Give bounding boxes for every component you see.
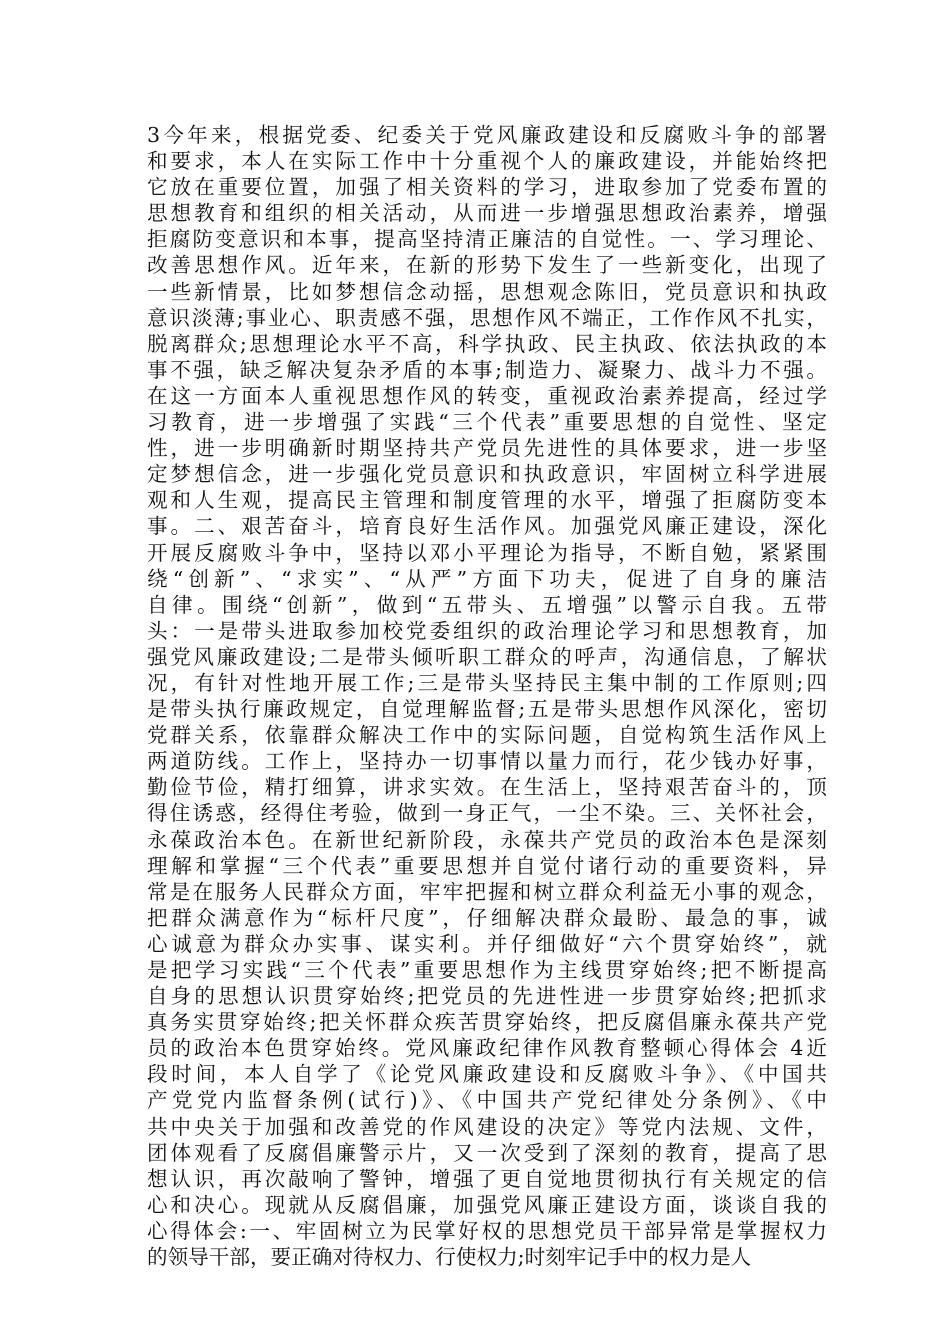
text-line: 员的政治本色贯穿始终。党风廉政纪律作风教育整顿心得体会 4近: [147, 1036, 827, 1061]
text-line: 观和人生观，提高民主管理和制度管理的水平，增强了拒腐防变本: [147, 488, 827, 513]
text-line: 头：一是带头进取参加校党委组织的政治理论学习和思想教育，加: [147, 618, 827, 643]
text-line: 强党风廉政建设;二是带头倾听职工群众的呼声，沟通信息，了解状: [147, 644, 827, 669]
text-line: 是把学习实践“三个代表”重要思想作为主线贯穿始终;把不断提高: [147, 958, 827, 982]
body-text: [147, 122, 827, 1270]
text-line: 心得体会:一、牢固树立为民掌好权的思想党员干部异常是掌握权力: [147, 1218, 827, 1243]
text-line: 心和决心。现就从反腐倡廉，加强党风廉正建设方面，谈谈自我的: [147, 1192, 827, 1217]
text-line: 得住诱惑，经得住考验，做到一身正气，一尘不染。三、关怀社会，: [147, 801, 827, 826]
text-line: 性，进一步明确新时期坚持共产党员先进性的具体要求，进一步坚: [147, 436, 827, 461]
text-line: 3今年来，根据党委、纪委关于党风廉政建设和反腐败斗争的部署: [147, 123, 827, 147]
text-line: 自身的思想认识贯穿始终;把党员的先进性进一步贯穿始终;把抓求: [147, 984, 827, 1009]
text-line: 常是在服务人民群众方面，牢牢把握和树立群众利益无小事的观念，: [147, 879, 827, 904]
text-line: 团体观看了反腐倡廉警示片，又一次受到了深刻的教育，提高了思: [147, 1140, 827, 1165]
text-line: 党群关系，依靠群众解决工作中的实际问题，自觉构筑生活作风上: [147, 723, 827, 748]
text-line: 产党党内监督条例(试行)》、《中国共产党纪律处分条例》、《中: [147, 1088, 827, 1113]
text-line: 是带头执行廉政规定，自觉理解监督;五是带头思想作风深化，密切: [147, 697, 827, 722]
text-line: 它放在重要位置，加强了相关资料的学习，进取参加了党委布置的: [147, 175, 827, 200]
text-line: 意识淡薄;事业心、职责感不强，思想作风不端正，工作作风不扎实，: [147, 305, 827, 330]
text-line: 想认识，再次敲响了警钟，增强了更自觉地贯彻执行有关规定的信: [147, 1166, 827, 1191]
text-line: 习教育，进一步增强了实践“三个代表”重要思想的自觉性、坚定: [147, 410, 827, 435]
text-line: 况，有针对性地开展工作;三是带头坚持民主集中制的工作原则;四: [147, 670, 827, 695]
text-line: 脱离群众;思想理论水平不高，科学执政、民主执政、依法执政的本: [147, 331, 827, 356]
text-line: 思想教育和组织的相关活动，从而进一步增强思想政治素养，增强: [147, 201, 827, 226]
text-line: 心诚意为群众办实事、谋实利。并仔细做好“六个贯穿始终”，就: [147, 931, 827, 956]
text-line: 勤俭节俭，精打细算，讲求实效。在生活上，坚持艰苦奋斗的，顶: [147, 775, 827, 800]
text-line: 拒腐防变意识和本事，提高坚持清正廉洁的自觉性。一、学习理论、: [147, 227, 827, 252]
text-line: 把群众满意作为“标杆尺度”，仔细解决群众最盼、最急的事，诚: [147, 905, 827, 930]
text-line: 绕“创新”、“求实”、“从严”方面下功夫，促进了自身的廉洁: [147, 566, 827, 591]
text-line: 永葆政治本色。在新世纪新阶段，永葆共产党员的政治本色是深刻: [147, 827, 827, 852]
text-line: 在这一方面本人重视思想作风的转变，重视政治素养提高，经过学: [147, 383, 827, 408]
text-line: 的领导干部，要正确对待权力、行使权力;时刻牢记手中的权力是人: [147, 1245, 752, 1270]
text-line: 事不强，缺乏解决复杂矛盾的本事;制造力、凝聚力、战斗力不强。: [147, 357, 827, 382]
text-line: 段时间，本人自学了《论党风廉政建设和反腐败斗争》、《中国共: [147, 1062, 827, 1087]
text-line: 两道防线。工作上，坚持办一切事情以量力而行，花少钱办好事，: [147, 749, 827, 774]
text-line: 改善思想作风。近年来，在新的形势下发生了一些新变化，出现了: [147, 253, 827, 278]
text-line: 真务实贯穿始终;把关怀群众疾苦贯穿始终，把反腐倡廉永葆共产党: [147, 1010, 827, 1035]
text-line: 一些新情景，比如梦想信念动摇，思想观念陈旧，党员意识和执政: [147, 279, 827, 304]
text-line: 事。二、艰苦奋斗，培育良好生活作风。加强党风廉正建设，深化: [147, 514, 827, 539]
text-line: 理解和掌握“三个代表”重要思想并自觉付诸行动的重要资料，异: [147, 853, 827, 878]
text-line: 开展反腐败斗争中，坚持以邓小平理论为指导，不断自勉，紧紧围: [147, 540, 827, 565]
text-line: 共中央关于加强和改善党的作风建设的决定》等党内法规、文件，: [147, 1114, 827, 1139]
text-line: 自律。围绕“创新”，做到“五带头、五增强”以警示自我。五带: [147, 592, 827, 617]
text-line: 定梦想信念，进一步强化党员意识和执政意识，牢固树立科学进展: [147, 462, 827, 487]
text-line: 和要求，本人在实际工作中十分重视个人的廉政建设，并能始终把: [147, 149, 827, 174]
